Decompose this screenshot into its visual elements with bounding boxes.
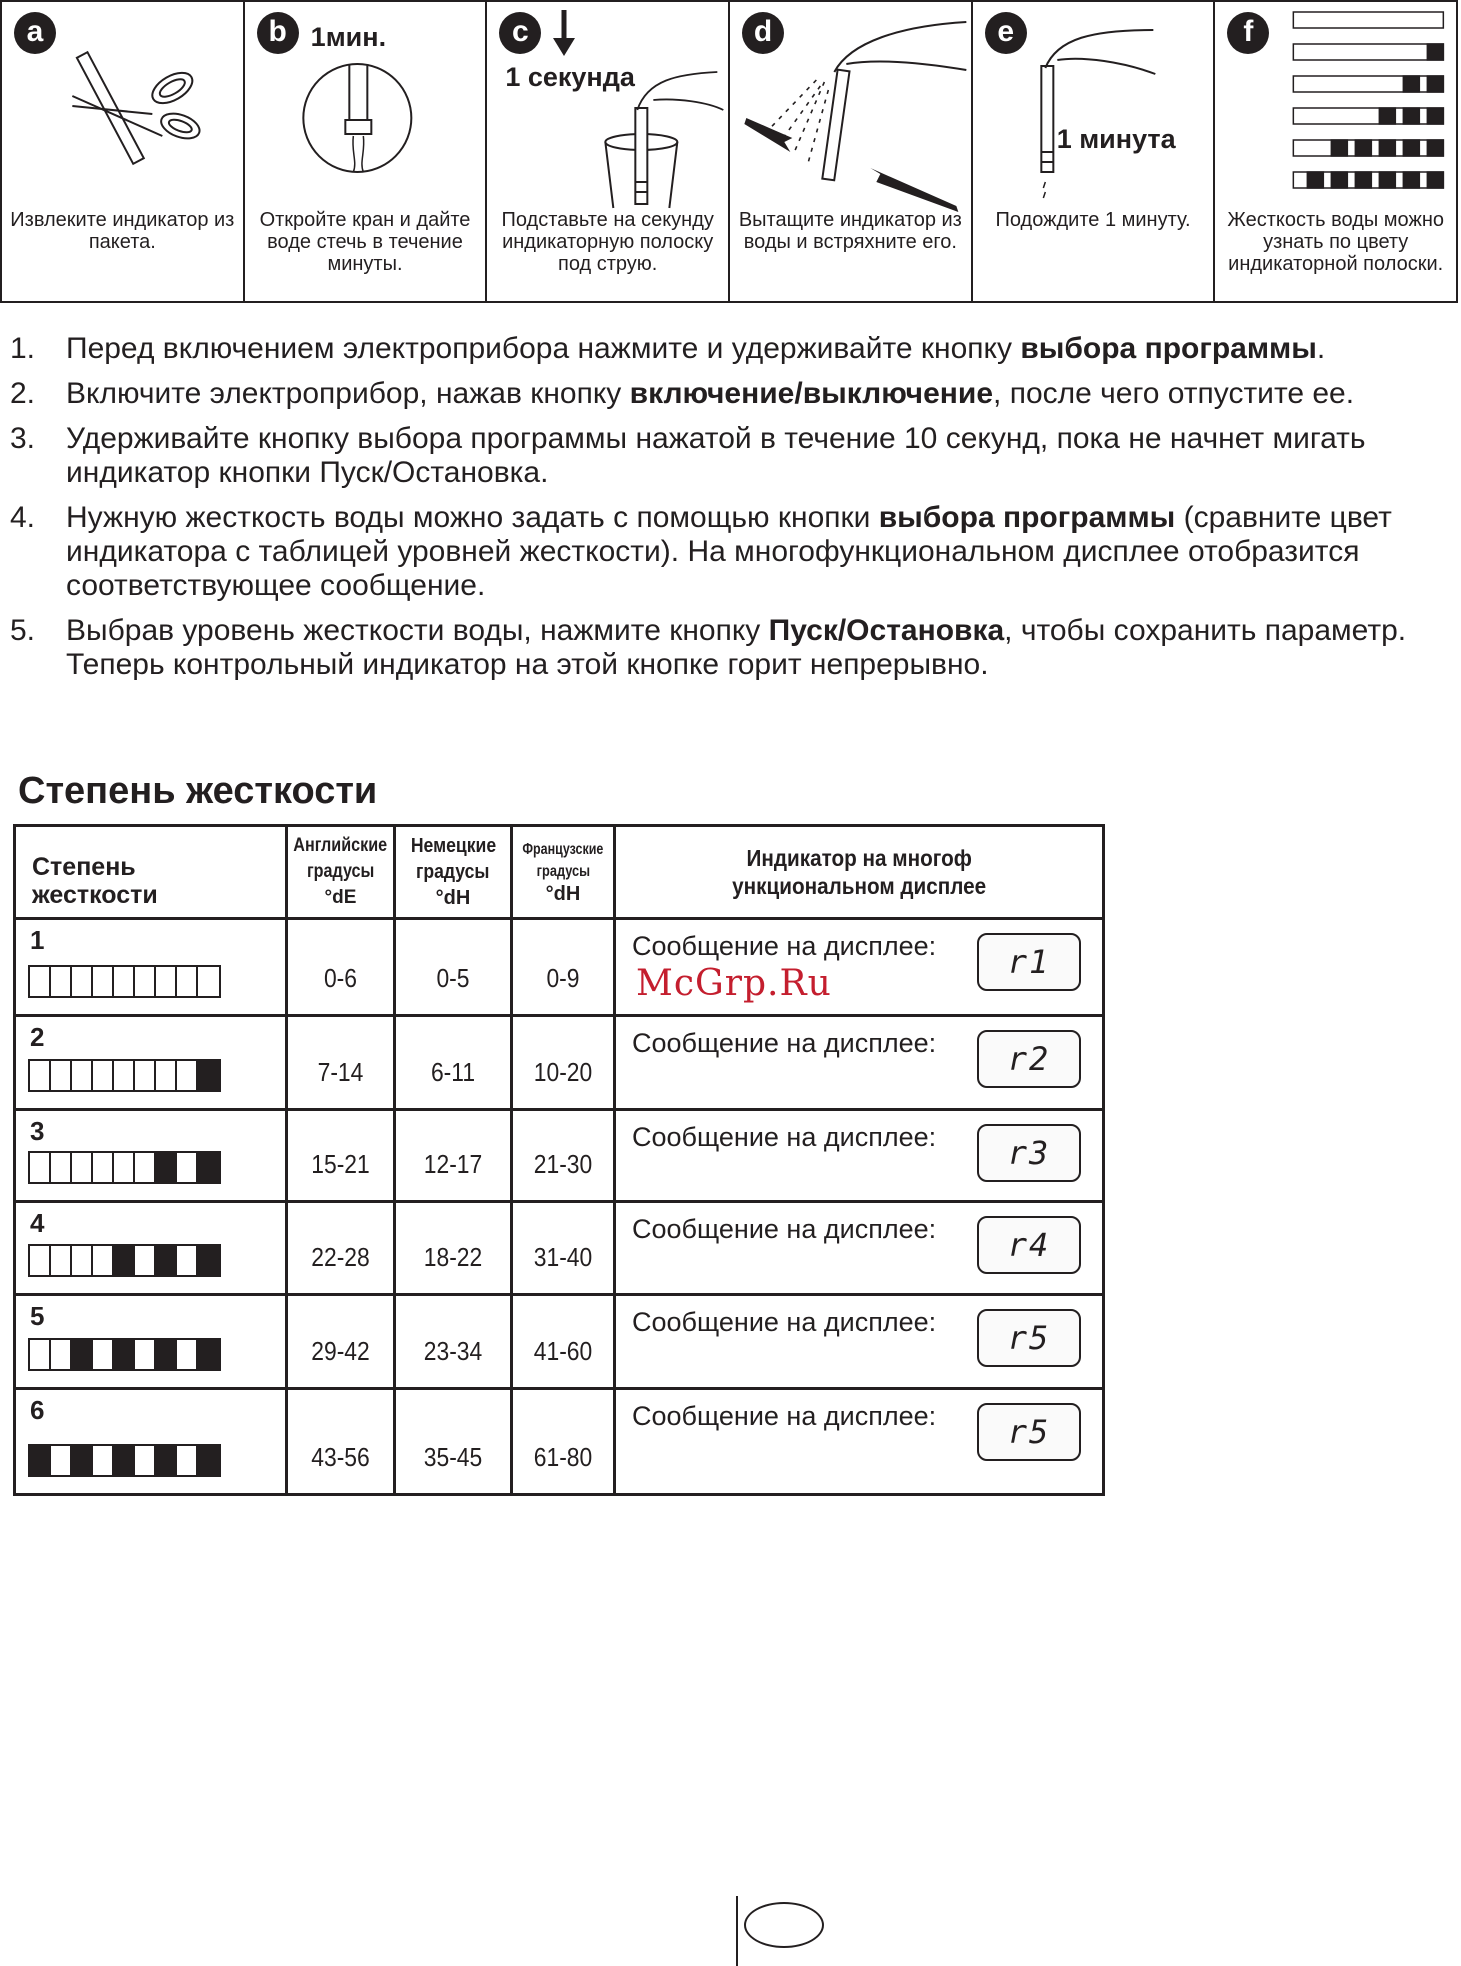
header-display — [616, 827, 1102, 917]
instruction-list — [10, 332, 1460, 693]
strip-square — [51, 967, 72, 996]
french-value: 31-40 — [533, 1242, 593, 1272]
color-scale-icon — [1215, 2, 1456, 212]
strip-square — [114, 1246, 135, 1275]
strip-square — [135, 1061, 156, 1090]
table-row — [16, 1387, 1102, 1493]
level-number: 3 — [30, 1116, 45, 1146]
instruction-text: (сравните цвет индикатора с таблицей уровней жесткости). На многофункциональном дисплее отобразится соответствующее сообщение. — [66, 501, 1392, 602]
display-message-label: Сообщение на дисплее: — [632, 1028, 937, 1058]
display-message-label: Сообщение на дисплее: — [632, 1307, 937, 1337]
table-row — [16, 1014, 1102, 1111]
display-code: r4 — [1007, 1226, 1051, 1264]
instruction-text: . — [1316, 332, 1326, 365]
header-text: градусы — [306, 861, 375, 882]
step-b — [245, 2, 488, 301]
instruction-bold: Пуск/Остановка — [768, 614, 1005, 647]
step-caption: Откройте кран и дайте воде стечь в течение минуты. — [259, 209, 471, 275]
german-cell — [396, 917, 510, 1014]
german-cell — [396, 1293, 510, 1387]
english-cell — [288, 1293, 393, 1387]
french-value: 21-30 — [533, 1149, 593, 1179]
indicator-strip — [28, 1338, 221, 1371]
display-code: r5 — [1007, 1413, 1051, 1451]
display-readout — [977, 1030, 1081, 1088]
strip-square — [30, 1153, 51, 1182]
step-badge: d — [742, 12, 784, 54]
instruction-text: Включите электроприбор, нажав кнопку — [66, 377, 630, 410]
level-cell — [16, 1387, 285, 1493]
strip-square — [30, 1340, 51, 1369]
strip-square — [93, 1446, 114, 1475]
strip-square — [114, 1340, 135, 1369]
strip-square — [114, 1153, 135, 1182]
english-value: 43-56 — [311, 1442, 370, 1472]
strip-square — [135, 967, 156, 996]
strip-square — [156, 1446, 177, 1475]
header-text: градусы — [416, 861, 490, 883]
strip-square — [156, 1246, 177, 1275]
step-d — [730, 2, 973, 301]
strip-square — [72, 1061, 93, 1090]
english-value: 22-28 — [311, 1242, 370, 1272]
german-value: 23-34 — [423, 1336, 483, 1366]
indicator-strip — [28, 1244, 221, 1277]
strip-square — [156, 1061, 177, 1090]
french-value: 61-80 — [533, 1442, 593, 1472]
german-cell — [396, 1108, 510, 1200]
german-value: 35-45 — [423, 1442, 483, 1472]
strip-square — [72, 1340, 93, 1369]
table-row — [16, 917, 1102, 1017]
strip-square — [156, 967, 177, 996]
header-level — [16, 827, 285, 917]
strip-square — [135, 1340, 156, 1369]
strip-square — [114, 1061, 135, 1090]
level-number: 4 — [30, 1208, 45, 1238]
display-cell — [616, 1108, 1102, 1200]
french-cell — [513, 1387, 613, 1493]
german-value: 12-17 — [423, 1149, 483, 1179]
strip-square — [93, 1246, 114, 1275]
tap-icon — [245, 2, 486, 212]
display-readout — [977, 1309, 1081, 1367]
instruction-number: 3. — [10, 422, 36, 455]
level-cell — [16, 1200, 285, 1293]
header-text: градусы — [536, 863, 590, 880]
strip-square — [198, 1446, 219, 1475]
french-cell — [513, 1200, 613, 1293]
instruction-text: , чтобы сохранить параметр. Теперь контрольный индикатор на этой кнопке горит непрерывно. — [66, 614, 1407, 681]
step-a — [2, 2, 245, 301]
header-french — [513, 827, 613, 917]
header-german — [396, 827, 510, 917]
header-text: Французские — [522, 841, 604, 858]
wait-strip-icon — [973, 2, 1214, 212]
strip-square — [30, 967, 51, 996]
level-cell — [16, 1293, 285, 1387]
instruction-text: Удерживайте кнопку выбора программы нажатой в течение 10 секунд, пока не начнет мигать индикатор кнопки Пуск/Остановка. — [66, 422, 1366, 489]
table-row — [16, 1108, 1102, 1203]
strip-square — [198, 1153, 219, 1182]
shake-strip-icon — [730, 2, 971, 212]
instruction-item — [10, 377, 1460, 411]
step-duration: 1мин. — [310, 22, 387, 52]
footer-divider — [736, 1896, 738, 1966]
strip-square — [156, 1340, 177, 1369]
strip-square — [93, 1153, 114, 1182]
instruction-text: Выбрав уровень жесткости воды, нажмите кнопку — [66, 614, 769, 647]
step-badge: f — [1227, 12, 1269, 54]
instruction-number: 1. — [10, 332, 36, 365]
step-duration: 1 минута — [1056, 124, 1176, 154]
instruction-number: 2. — [10, 377, 36, 410]
level-number: 2 — [30, 1022, 45, 1052]
strip-square — [198, 1340, 219, 1369]
step-badge: e — [985, 12, 1027, 54]
strip-square — [51, 1446, 72, 1475]
display-message-label: Сообщение на дисплее: — [632, 931, 937, 961]
header-text: °dE — [324, 887, 357, 908]
display-readout — [977, 933, 1081, 991]
strip-square — [177, 1446, 198, 1475]
display-readout — [977, 1124, 1081, 1182]
step-badge: b — [257, 12, 299, 54]
strip-square — [177, 1340, 198, 1369]
german-cell — [396, 1014, 510, 1108]
table-row — [16, 1293, 1102, 1390]
instruction-number: 5. — [10, 614, 36, 647]
cup-strip-icon — [487, 2, 728, 212]
table-row — [16, 1200, 1102, 1296]
strip-square — [114, 1446, 135, 1475]
step-caption: Подождите 1 минуту. — [995, 209, 1191, 231]
display-cell — [616, 917, 1102, 1014]
instruction-text: Перед включением электроприбора нажмите и удерживайте кнопку — [66, 332, 1021, 365]
french-value: 0-9 — [546, 963, 580, 993]
english-cell — [288, 1200, 393, 1293]
header-text: °dH — [435, 887, 471, 909]
display-code: r2 — [1007, 1040, 1051, 1078]
step-caption: Жесткость воды можно узнать по цвету индикаторной полоски. — [1227, 209, 1444, 275]
header-level-text: Степень жесткости — [32, 853, 158, 909]
german-value: 6-11 — [430, 1057, 476, 1087]
instruction-bold: включение/выключение — [629, 377, 994, 410]
english-value: 15-21 — [311, 1149, 370, 1179]
step-badge: c — [499, 12, 541, 54]
english-cell — [288, 1108, 393, 1200]
strip-square — [93, 967, 114, 996]
display-cell — [616, 1387, 1102, 1493]
strip-square — [93, 1061, 114, 1090]
header-text: ункциональном дисплее — [731, 873, 987, 899]
english-value: 0-6 — [323, 963, 358, 993]
strip-square — [135, 1153, 156, 1182]
hardness-table — [13, 824, 1105, 1496]
step-f — [1215, 2, 1456, 301]
instruction-item — [10, 501, 1460, 603]
strip-square — [51, 1340, 72, 1369]
strip-square — [135, 1446, 156, 1475]
display-cell — [616, 1293, 1102, 1387]
instruction-text: , после чего отпустите ее. — [993, 377, 1355, 410]
indicator-strip — [28, 1151, 221, 1184]
display-readout — [977, 1403, 1081, 1461]
english-cell — [288, 917, 393, 1014]
display-readout — [977, 1216, 1081, 1274]
strip-square — [72, 1153, 93, 1182]
level-cell — [16, 1014, 285, 1108]
strip-square — [177, 1153, 198, 1182]
english-cell — [288, 1387, 393, 1493]
strip-square — [51, 1061, 72, 1090]
steps-strip — [0, 0, 1458, 303]
strip-square — [135, 1246, 156, 1275]
instruction-item — [10, 332, 1460, 366]
table-header-row — [16, 827, 1102, 920]
french-value: 41-60 — [533, 1336, 593, 1366]
strip-square — [72, 967, 93, 996]
step-e — [973, 2, 1216, 301]
step-caption: Извлеките индикатор из пакета. — [10, 209, 235, 253]
instruction-number: 4. — [10, 501, 36, 534]
indicator-strip — [28, 965, 221, 998]
strip-square — [93, 1340, 114, 1369]
english-value: 29-42 — [311, 1336, 370, 1366]
instruction-bold: выбора программы — [878, 501, 1176, 534]
french-value: 10-20 — [533, 1057, 593, 1087]
page-number-badge — [744, 1902, 824, 1948]
instruction-item — [10, 422, 1460, 490]
display-message-label: Сообщение на дисплее: — [632, 1122, 937, 1152]
strip-square — [30, 1061, 51, 1090]
english-cell — [288, 1014, 393, 1108]
step-caption: Подставьте на секунду индикаторную полоску под струю. — [501, 209, 714, 275]
french-cell — [513, 917, 613, 1014]
strip-square — [51, 1246, 72, 1275]
level-number: 6 — [30, 1395, 45, 1425]
strip-square — [198, 967, 219, 996]
hardness-title: Степень жесткости — [18, 770, 378, 812]
header-text: Немецкие — [410, 835, 496, 857]
level-number: 5 — [30, 1301, 45, 1331]
instruction-text: Нужную жесткость воды можно задать с помощью кнопки — [66, 501, 879, 534]
display-cell — [616, 1200, 1102, 1293]
strip-square — [72, 1446, 93, 1475]
display-code: r3 — [1007, 1134, 1051, 1172]
header-text: °dH — [545, 883, 581, 905]
strip-square — [177, 967, 198, 996]
german-value: 0-5 — [436, 963, 470, 993]
display-code: r1 — [1007, 943, 1051, 981]
level-number: 1 — [30, 925, 45, 955]
french-cell — [513, 1108, 613, 1200]
header-text: Английские — [293, 835, 388, 856]
display-message-label: Сообщение на дисплее: — [632, 1214, 937, 1244]
scissors-icon — [2, 2, 243, 212]
level-cell — [16, 1108, 285, 1200]
strip-square — [177, 1246, 198, 1275]
strip-square — [156, 1153, 177, 1182]
instruction-bold: выбора программы — [1020, 332, 1317, 365]
header-text: Индикатор на многоф — [746, 845, 972, 871]
display-cell — [616, 1014, 1102, 1108]
strip-square — [30, 1246, 51, 1275]
step-c — [487, 2, 730, 301]
strip-square — [198, 1246, 219, 1275]
strip-square — [72, 1246, 93, 1275]
strip-square — [114, 967, 135, 996]
level-cell — [16, 917, 285, 1014]
german-cell — [396, 1200, 510, 1293]
indicator-strip — [28, 1059, 221, 1092]
indicator-strip — [28, 1444, 221, 1477]
strip-square — [30, 1446, 51, 1475]
english-value: 7-14 — [317, 1057, 364, 1087]
french-cell — [513, 1293, 613, 1387]
step-caption: Вытащите индикатор из воды и встряхните его. — [738, 209, 962, 253]
display-code: r5 — [1007, 1319, 1051, 1357]
strip-square — [51, 1153, 72, 1182]
german-value: 18-22 — [423, 1242, 483, 1272]
display-message-label: Сообщение на дисплее: — [632, 1401, 937, 1431]
step-duration: 1 секунда — [505, 62, 635, 92]
step-badge: a — [14, 12, 56, 54]
french-cell — [513, 1014, 613, 1108]
header-english — [288, 827, 393, 917]
german-cell — [396, 1387, 510, 1493]
strip-square — [177, 1061, 198, 1090]
strip-square — [198, 1061, 219, 1090]
watermark: McGrp.Ru — [636, 963, 832, 1004]
instruction-item — [10, 614, 1460, 682]
